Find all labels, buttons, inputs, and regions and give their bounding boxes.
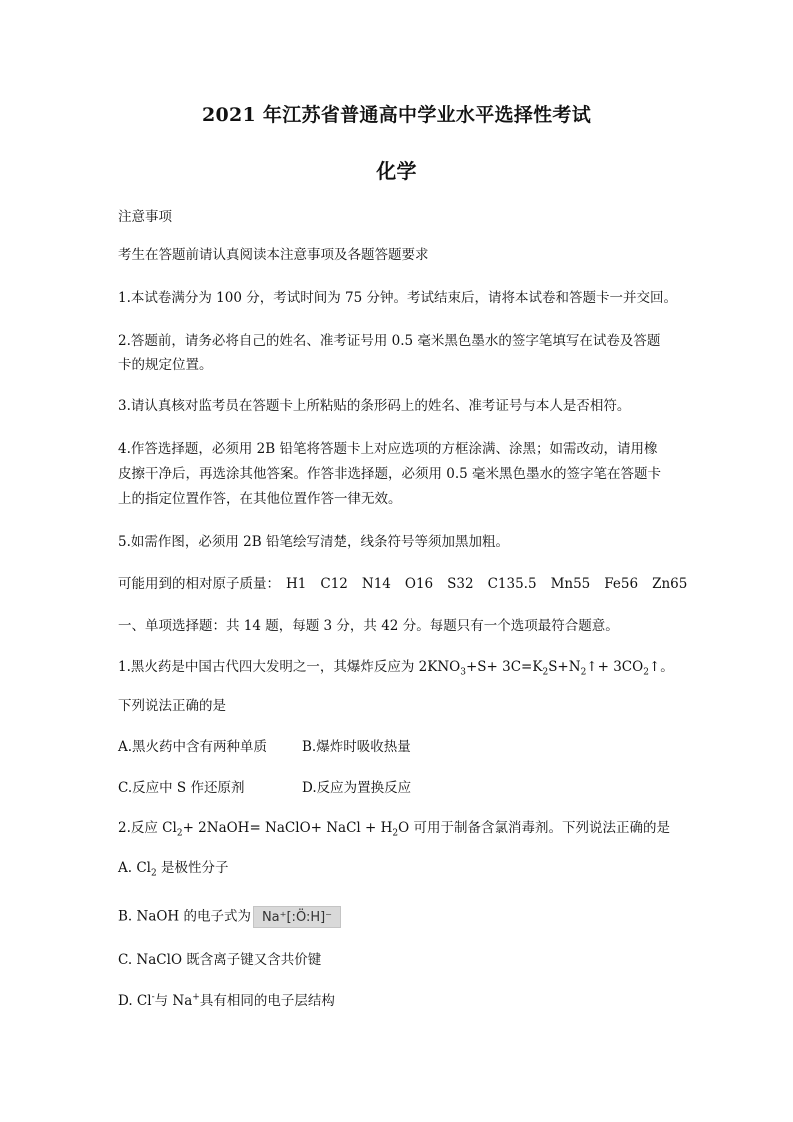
- subject-title: 化学: [376, 159, 417, 183]
- question-1-stem: [118, 659, 674, 678]
- question-1-option-b: B.爆炸时吸收热量: [302, 739, 411, 755]
- question-2-option-b: B. NaOH 的电子式为 Na⁺[:Ö:H]⁻: [118, 906, 341, 928]
- notice-item-1: 1.本试卷满分为 100 分，考试时间为 75 分钟。考试结束后，请将本试卷和答题卡一并交回。: [118, 290, 677, 306]
- notice-item-4-line-3: 上的指定位置作答，在其他位置作答一律无效。: [118, 491, 402, 507]
- notice-item-5: 5.如需作图，必须用 2B 铅笔绘写清楚，线条符号等须加黑加粗。: [118, 534, 509, 550]
- question-2-stem: 2.反应 $Cl_2+$ 2NaOH= NaClO+ NaCl + $H_2O$ 可用于制备含氯消毒剂。下列说法正确的是: [118, 820, 671, 839]
- atomic-mass-item: O16: [404, 576, 434, 592]
- atomic-mass-item: Mn55: [550, 576, 591, 592]
- exam-title: 2021 年江苏省普通高中学业水平选择性考试: [201, 104, 592, 126]
- notice-intro: 考生在答题前请认真阅读本注意事项及各题答题要求: [118, 247, 429, 263]
- notice-heading: 注意事项: [118, 209, 172, 225]
- question-1-option-d: D.反应为置换反应: [302, 780, 412, 796]
- notice-item-2-line-2: 卡的规定位置。: [118, 357, 213, 373]
- atomic-mass-item: N14: [361, 576, 391, 592]
- question-1-text: 1.黑火药是中国古代四大发明之一，其爆炸反应为: [118, 659, 419, 675]
- notice-item-2-line-1: 2.答题前，请务必将自己的姓名、准考证号用 0.5 毫米黑色墨水的签字笔填写在试卷及答题: [118, 333, 661, 349]
- notice-item-4-line-1: 4.作答选择题，必须用 2B 铅笔将答题卡上对应选项的方框涂满、涂黑；如需改动，请用橡: [118, 441, 658, 457]
- question-1-options-row-1: [118, 739, 267, 755]
- notice-item-4-line-2: 皮擦干净后，再选涂其他答案。作答非选择题，必须用 0.5 毫米黑色墨水的签字笔在答题卡: [118, 466, 662, 482]
- atomic-mass-item: C135.5: [487, 576, 537, 592]
- atomic-masses-list: [280, 576, 701, 592]
- atomic-mass-item: S32: [447, 576, 474, 592]
- question-1-option-a: A.黑火药中含有两种单质: [118, 739, 268, 755]
- atomic-masses-label: 可能用到的相对原子质量：: [118, 576, 280, 592]
- section-1-heading: 一、单项选择题：共 14 题，每题 3 分，共 42 分。每题只有一个选项最符合题意。: [118, 618, 619, 634]
- question-1-option-c: C.反应中 S 作还原剂: [118, 780, 245, 796]
- atomic-masses: [118, 576, 701, 592]
- question-2-option-a: A. $Cl_2$ 是极性分子: [118, 860, 229, 879]
- question-1-prompt: 下列说法正确的是: [118, 698, 226, 714]
- atomic-mass-item: Fe56: [604, 576, 639, 592]
- atomic-mass-item: Zn65: [652, 576, 688, 592]
- question-2-option-d: D. Cl-与 Na+具有相同的电子层结构: [118, 992, 335, 1009]
- atomic-mass-item: C12: [320, 576, 348, 592]
- question-2-option-c: C. NaClO 既含离子键又含共价键: [118, 952, 322, 968]
- electron-formula-image: Na⁺[:Ö:H]⁻: [253, 906, 341, 928]
- reaction-equation: $2KNO_3+S+$ $3C=K_2S+N_2↑+$ $3CO_2↑$。: [418, 659, 674, 678]
- atomic-mass-item: H1: [286, 576, 307, 592]
- notice-item-3: 3.请认真核对监考员在答题卡上所粘贴的条形码上的姓名、准考证号与本人是否相符。: [118, 398, 631, 414]
